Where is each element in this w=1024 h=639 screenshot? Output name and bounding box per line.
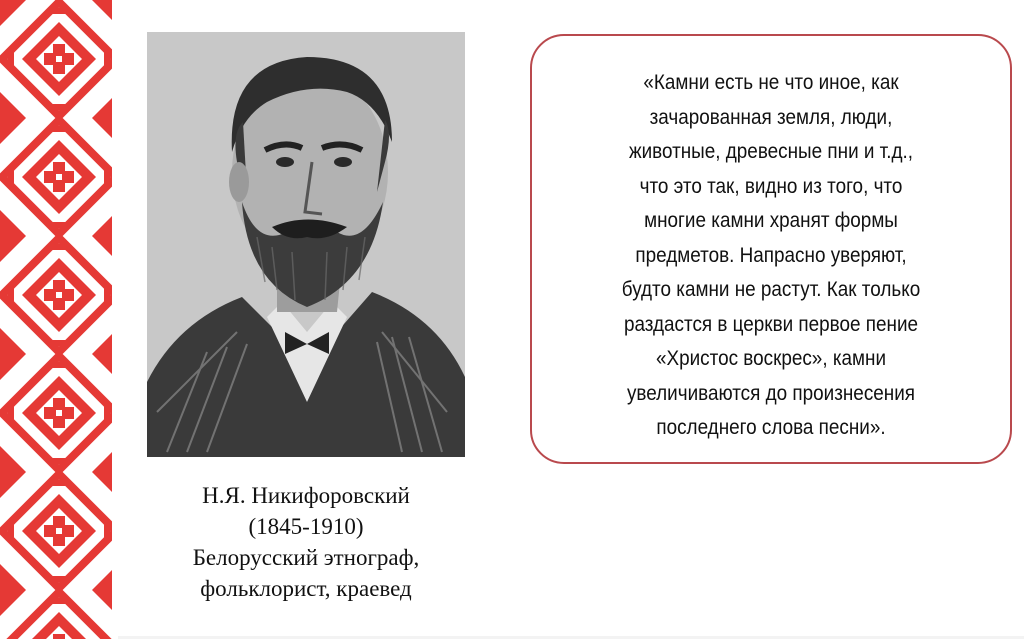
portrait-caption: [150, 480, 462, 604]
quote-line: увеличиваются до произнесения: [626, 381, 916, 405]
quote-text: [556, 66, 986, 446]
quote-line: зачарованная земля, люди,: [649, 105, 893, 129]
quote-line: что это так, видно из того, что: [639, 174, 903, 198]
portrait-image: [147, 32, 465, 457]
caption-role-line-1: Белорусский этнограф,: [192, 545, 420, 570]
quote-frame: [530, 34, 1012, 464]
quote-line: «Камни есть не что иное, как: [643, 71, 899, 94]
caption-years: (1845-1910): [248, 514, 364, 539]
caption-role-line-2: фольклорист, краевед: [200, 576, 412, 601]
quote-line: животные, древесные пни и т.д.,: [628, 140, 914, 163]
belarusian-ornament-pattern: [0, 0, 118, 639]
quote-line: многие камни хранят формы: [644, 209, 898, 232]
quote-line: «Христос воскрес», камни: [655, 347, 887, 370]
ornament-strip: [0, 0, 118, 639]
quote-line: предметов. Напрасно уверяют,: [635, 243, 907, 267]
quote-line: последнего слова песни».: [656, 416, 886, 439]
quote-line: будто камни не растут. Как только: [621, 278, 921, 301]
portrait-engraving: [147, 32, 465, 457]
quote-line: раздастся в церкви первое пение: [623, 312, 919, 336]
caption-name: Н.Я. Никифоровский: [202, 483, 410, 508]
